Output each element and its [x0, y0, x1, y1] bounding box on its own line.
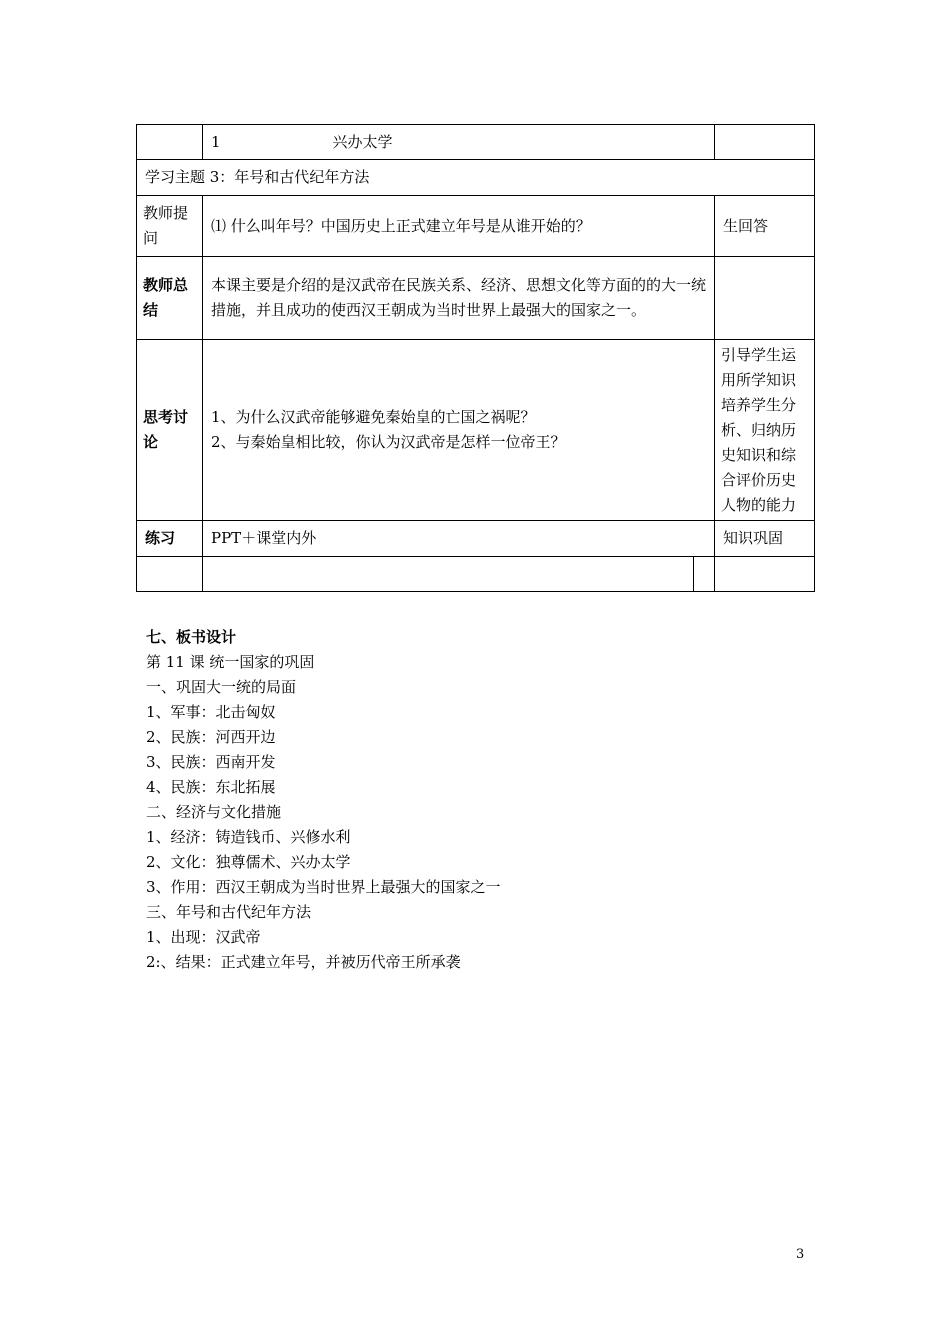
summary-content: 本课主要是介绍的是汉武帝在民族关系、经济、思想文化等方面的的大一统措施，并且成功的使西汉王朝成为当时世界上最强大的国家之一。: [203, 257, 715, 340]
table-cell-empty: [694, 557, 714, 591]
discussion-question-1: 1、为什么汉武帝能够避免秦始皇的亡国之祸呢？: [211, 408, 536, 426]
board-line: 3、作用：西汉王朝成为当时世界上最强大的国家之一: [146, 878, 501, 896]
row-label-teacher-summary: 教师总结: [137, 257, 203, 340]
table-cell: [203, 125, 715, 160]
discussion-note: 引导学生运用所学知识培养学生分析、归纳历史知识和综合评价历史人物的能力: [715, 340, 815, 521]
table-row: [137, 257, 815, 340]
practice-content: PPT＋课堂内外: [203, 521, 715, 557]
row-label-discussion: 思考讨论: [137, 340, 203, 521]
board-line: 二、经济与文化措施: [146, 803, 282, 821]
table-cell-empty: [137, 125, 203, 160]
item-number: 1: [211, 132, 221, 151]
table-row: [137, 340, 815, 521]
discussion-question-2: 2、与秦始皇相比较，你认为汉武帝是怎样一位帝王？: [211, 433, 566, 451]
board-heading: 七、板书设计: [146, 628, 237, 646]
table-row: [137, 125, 815, 160]
topic-title: 学习主题 3：年号和古代纪年方法: [137, 160, 815, 196]
question-content: ⑴ 什么叫年号？中国历史上正式建立年号是从谁开始的？: [203, 196, 715, 257]
board-line: 一、巩固大一统的局面: [146, 678, 297, 696]
item-text: 兴办太学: [332, 132, 393, 151]
board-line: 3、民族：西南开发: [146, 753, 276, 771]
table-cell-split: [203, 557, 715, 592]
table-row: [137, 160, 815, 196]
row-label-practice: 练习: [137, 521, 203, 557]
table-cell-empty: [715, 125, 815, 160]
row-label-teacher-question: 教师提问: [137, 196, 203, 257]
board-line: 1、军事：北击匈奴: [146, 703, 276, 721]
table-row: [137, 196, 815, 257]
practice-note: 知识巩固: [715, 521, 815, 557]
board-line: 1、经济：铸造钱币、兴修水利: [146, 828, 351, 846]
question-note: 生回答: [715, 196, 815, 257]
page-number: 3: [796, 1247, 805, 1262]
table-cell-empty: [715, 257, 815, 340]
lesson-table: [136, 124, 815, 592]
board-line: 2、民族：河西开边: [146, 728, 276, 746]
board-line: 第 11 课 统一国家的巩固: [146, 653, 315, 671]
table-cell-empty: [715, 557, 815, 592]
table-cell-empty: [137, 557, 203, 592]
table-row: [137, 521, 815, 557]
discussion-content: [203, 340, 715, 521]
board-line: 1、出现：汉武帝: [146, 928, 261, 946]
board-line: 2:、结果：正式建立年号，并被历代帝王所承袭: [146, 953, 461, 971]
board-line: 2、文化：独尊儒术、兴办太学: [146, 853, 351, 871]
board-line: 4、民族：东北拓展: [146, 778, 276, 796]
table-row: [137, 557, 815, 592]
board-line: 三、年号和古代纪年方法: [146, 903, 312, 921]
board-design: [146, 625, 846, 975]
table-cell-empty: [203, 557, 694, 591]
